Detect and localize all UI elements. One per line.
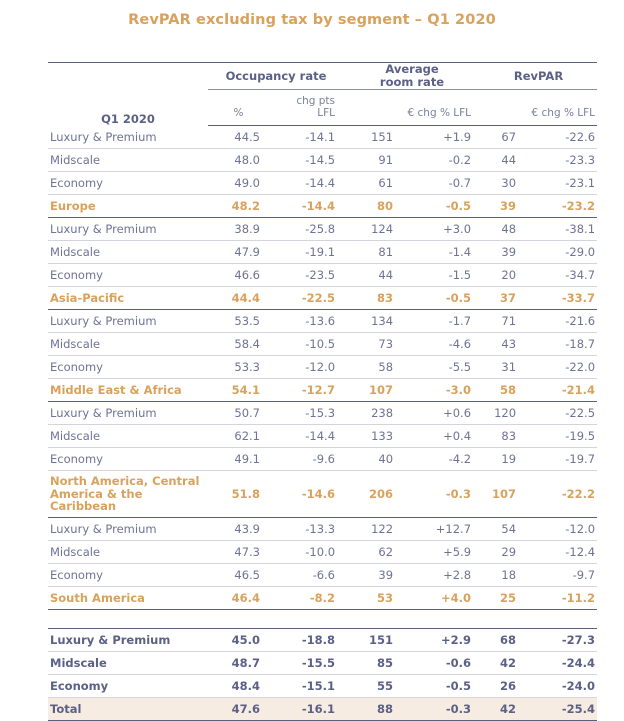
page-title: RevPAR excluding tax by segment – Q1 2020 [128, 12, 496, 28]
cell-chg-lfl-5: -12.4 [525, 540, 597, 563]
table-spacer-cell [48, 609, 597, 628]
cell---4: 26 [480, 674, 525, 697]
cell---0: 62.1 [208, 425, 269, 448]
cell---2: 44 [344, 264, 402, 287]
cell---4: 29 [480, 540, 525, 563]
cell-chg-pts-lfl-1: -6.6 [269, 563, 344, 586]
row-label: South America [48, 586, 208, 609]
avg-room-rate-line2: room rate [379, 75, 445, 89]
cell-chg-pts-lfl-1: -16.1 [269, 697, 344, 720]
cell---2: 53 [344, 586, 402, 609]
table-row [48, 356, 597, 379]
cell-chg-lfl-5: -19.7 [525, 448, 597, 471]
cell-chg-lfl-3: +0.4 [402, 425, 480, 448]
cell-chg-lfl-3: -3.0 [402, 379, 480, 402]
cell---2: 39 [344, 563, 402, 586]
table-group-header-row [48, 63, 597, 90]
cell---0: 47.6 [208, 697, 269, 720]
cell---4: 25 [480, 586, 525, 609]
cell-chg-pts-lfl-1: -14.4 [269, 172, 344, 195]
cell---0: 48.4 [208, 674, 269, 697]
cell-chg-lfl-5: -29.0 [525, 241, 597, 264]
cell---0: 38.9 [208, 218, 269, 241]
row-label: Midscale [48, 651, 208, 674]
cell---2: 151 [344, 628, 402, 651]
cell---0: 45.0 [208, 628, 269, 651]
table-row-summary [48, 628, 597, 651]
revpar-table [48, 62, 597, 721]
cell-chg-pts-lfl-1: -25.8 [269, 218, 344, 241]
cell-chg-pts-lfl-1: -9.6 [269, 448, 344, 471]
chg-pts-line1: chg pts [296, 95, 336, 107]
table-row [48, 517, 597, 540]
cell-chg-pts-lfl-1: -15.3 [269, 402, 344, 425]
avg-room-rate-line1: Average [385, 62, 439, 76]
cell-chg-lfl-5: -12.0 [525, 517, 597, 540]
cell-chg-lfl-5: -24.0 [525, 674, 597, 697]
table-row-total [48, 697, 597, 720]
cell-chg-lfl-3: -4.6 [402, 333, 480, 356]
table-row-subtotal [48, 287, 597, 310]
row-label: Economy [48, 264, 208, 287]
cell-chg-pts-lfl-1: -18.8 [269, 628, 344, 651]
row-label: Luxury & Premium [48, 126, 208, 149]
row-label: Luxury & Premium [48, 218, 208, 241]
row-label: Total [48, 697, 208, 720]
cell---2: 134 [344, 310, 402, 333]
row-label: Luxury & Premium [48, 517, 208, 540]
cell---4: 44 [480, 149, 525, 172]
row-label: Midscale [48, 241, 208, 264]
table-row [48, 172, 597, 195]
cell-chg-lfl-3: -0.6 [402, 651, 480, 674]
cell-chg-pts-lfl-1: -15.1 [269, 674, 344, 697]
cell-chg-lfl-5: -18.7 [525, 333, 597, 356]
table-row [48, 218, 597, 241]
row-label [48, 471, 208, 518]
cell-chg-lfl-5: -34.7 [525, 264, 597, 287]
cell---2: 206 [344, 471, 402, 518]
cell-chg-lfl-3: -0.5 [402, 195, 480, 218]
cell---2: 83 [344, 287, 402, 310]
cell---2: 238 [344, 402, 402, 425]
cell---4: 42 [480, 697, 525, 720]
cell---4: 71 [480, 310, 525, 333]
cell---0: 48.2 [208, 195, 269, 218]
cell---4: 58 [480, 379, 525, 402]
cell-chg-lfl-3: -1.7 [402, 310, 480, 333]
cell-chg-pts-lfl-1: -10.0 [269, 540, 344, 563]
cell-chg-pts-lfl-1: -19.1 [269, 241, 344, 264]
cell---2: 58 [344, 356, 402, 379]
cell---4: 30 [480, 172, 525, 195]
row-label: Midscale [48, 149, 208, 172]
cell-chg-lfl-5: -11.2 [525, 586, 597, 609]
cell-chg-lfl-5: -33.7 [525, 287, 597, 310]
cell---0: 49.0 [208, 172, 269, 195]
cell-chg-lfl-3: -0.2 [402, 149, 480, 172]
cell---2: 62 [344, 540, 402, 563]
cell-chg-lfl-3: -4.2 [402, 448, 480, 471]
cell-chg-lfl-3: +0.6 [402, 402, 480, 425]
cell-chg-lfl-3: +2.9 [402, 628, 480, 651]
cell---0: 53.3 [208, 356, 269, 379]
table-row [48, 425, 597, 448]
cell---4: 48 [480, 218, 525, 241]
cell-chg-lfl-5: -38.1 [525, 218, 597, 241]
cell-chg-pts-lfl-1: -12.7 [269, 379, 344, 402]
cell---0: 44.5 [208, 126, 269, 149]
table-row [48, 264, 597, 287]
row-label: Midscale [48, 333, 208, 356]
cell---2: 61 [344, 172, 402, 195]
cell-chg-lfl-5: -21.6 [525, 310, 597, 333]
cell-chg-lfl-3: +2.8 [402, 563, 480, 586]
cell-chg-lfl-3: -0.5 [402, 287, 480, 310]
cell---0: 53.5 [208, 310, 269, 333]
cell---2: 85 [344, 651, 402, 674]
row-label: Economy [48, 448, 208, 471]
cell-chg-lfl-5: -22.6 [525, 126, 597, 149]
row-label: Economy [48, 356, 208, 379]
cell-chg-lfl-5: -23.2 [525, 195, 597, 218]
cell---4: 43 [480, 333, 525, 356]
row-label: Economy [48, 563, 208, 586]
sub-header-occupancy-chg-pts-lfl [269, 90, 344, 126]
cell---2: 124 [344, 218, 402, 241]
row-label: Asia-Pacific [48, 287, 208, 310]
table-row-subtotal [48, 195, 597, 218]
cell-chg-lfl-3: -0.3 [402, 697, 480, 720]
cell-chg-lfl-5: -9.7 [525, 563, 597, 586]
cell---0: 49.1 [208, 448, 269, 471]
cell---4: 67 [480, 126, 525, 149]
cell---4: 42 [480, 651, 525, 674]
table-row-subtotal [48, 379, 597, 402]
column-group-header-revpar: RevPAR [480, 63, 597, 90]
row-label: Middle East & Africa [48, 379, 208, 402]
cell---2: 73 [344, 333, 402, 356]
cell-chg-pts-lfl-1: -8.2 [269, 586, 344, 609]
cell-chg-lfl-3: -0.7 [402, 172, 480, 195]
cell-chg-pts-lfl-1: -14.6 [269, 471, 344, 518]
cell---2: 107 [344, 379, 402, 402]
cell-chg-pts-lfl-1: -15.5 [269, 651, 344, 674]
cell---2: 40 [344, 448, 402, 471]
cell-chg-pts-lfl-1: -10.5 [269, 333, 344, 356]
sub-header-avg-room-rate-units: € chg % LFL [344, 90, 480, 126]
cell---2: 88 [344, 697, 402, 720]
cell-chg-lfl-5: -25.4 [525, 697, 597, 720]
cell-chg-lfl-5: -27.3 [525, 628, 597, 651]
table-row [48, 333, 597, 356]
cell---2: 91 [344, 149, 402, 172]
table-row-subtotal [48, 586, 597, 609]
cell-chg-lfl-5: -22.0 [525, 356, 597, 379]
cell-chg-pts-lfl-1: -13.6 [269, 310, 344, 333]
table-row [48, 448, 597, 471]
table-row [48, 241, 597, 264]
cell---0: 50.7 [208, 402, 269, 425]
cell---0: 51.8 [208, 471, 269, 518]
cell-chg-lfl-3: -5.5 [402, 356, 480, 379]
cell-chg-pts-lfl-1: -13.3 [269, 517, 344, 540]
cell-chg-pts-lfl-1: -14.5 [269, 149, 344, 172]
cell-chg-lfl-5: -23.1 [525, 172, 597, 195]
cell-chg-lfl-5: -19.5 [525, 425, 597, 448]
cell-chg-lfl-3: -1.5 [402, 264, 480, 287]
cell---0: 48.7 [208, 651, 269, 674]
cell---0: 44.4 [208, 287, 269, 310]
cell---2: 133 [344, 425, 402, 448]
cell-chg-lfl-5: -22.5 [525, 402, 597, 425]
cell-chg-pts-lfl-1: -14.4 [269, 195, 344, 218]
table-row [48, 310, 597, 333]
cell---0: 58.4 [208, 333, 269, 356]
cell-chg-lfl-5: -22.2 [525, 471, 597, 518]
table-head [48, 63, 597, 126]
row-label-line1: North America, Central [50, 474, 200, 488]
cell---0: 47.3 [208, 540, 269, 563]
cell---4: 107 [480, 471, 525, 518]
cell-chg-lfl-5: -23.3 [525, 149, 597, 172]
cell-chg-lfl-3: +1.9 [402, 126, 480, 149]
table-body [48, 126, 597, 721]
cell---4: 19 [480, 448, 525, 471]
cell-chg-lfl-3: -0.3 [402, 471, 480, 518]
cell-chg-lfl-3: +4.0 [402, 586, 480, 609]
cell---4: 68 [480, 628, 525, 651]
cell-chg-lfl-3: +12.7 [402, 517, 480, 540]
cell---2: 55 [344, 674, 402, 697]
row-label: Luxury & Premium [48, 310, 208, 333]
cell---4: 39 [480, 195, 525, 218]
cell-chg-lfl-3: +5.9 [402, 540, 480, 563]
cell---0: 46.5 [208, 563, 269, 586]
cell---2: 151 [344, 126, 402, 149]
cell-chg-pts-lfl-1: -14.1 [269, 126, 344, 149]
row-label: Europe [48, 195, 208, 218]
table-row-summary [48, 674, 597, 697]
row-label: Midscale [48, 540, 208, 563]
cell---0: 47.9 [208, 241, 269, 264]
cell---0: 54.1 [208, 379, 269, 402]
cell---4: 31 [480, 356, 525, 379]
table-row [48, 402, 597, 425]
table-spacer-row [48, 609, 597, 628]
cell---0: 46.4 [208, 586, 269, 609]
cell---4: 18 [480, 563, 525, 586]
table-container [48, 62, 596, 721]
cell---4: 37 [480, 287, 525, 310]
row-label-line2: America & the Caribbean [50, 486, 143, 513]
cell---2: 80 [344, 195, 402, 218]
row-label: Midscale [48, 425, 208, 448]
cell---0: 46.6 [208, 264, 269, 287]
cell---4: 20 [480, 264, 525, 287]
cell-chg-lfl-5: -21.4 [525, 379, 597, 402]
table-row [48, 149, 597, 172]
cell---0: 48.0 [208, 149, 269, 172]
cell-chg-lfl-3: -1.4 [402, 241, 480, 264]
column-group-header-average-room-rate [344, 63, 480, 90]
cell---2: 122 [344, 517, 402, 540]
table-row-subtotal [48, 471, 597, 518]
sub-header-occupancy-pct: % [208, 90, 269, 126]
table-row [48, 563, 597, 586]
row-label: Luxury & Premium [48, 628, 208, 651]
table-row [48, 126, 597, 149]
cell---4: 83 [480, 425, 525, 448]
column-header-period: Q1 2020 [48, 63, 208, 126]
cell---2: 81 [344, 241, 402, 264]
row-label: Economy [48, 172, 208, 195]
sub-header-revpar-units: € chg % LFL [480, 90, 597, 126]
row-label: Luxury & Premium [48, 402, 208, 425]
cell-chg-lfl-3: -0.5 [402, 674, 480, 697]
cell-chg-pts-lfl-1: -12.0 [269, 356, 344, 379]
cell-chg-pts-lfl-1: -22.5 [269, 287, 344, 310]
table-row [48, 540, 597, 563]
cell-chg-lfl-3: +3.0 [402, 218, 480, 241]
cell---4: 39 [480, 241, 525, 264]
column-group-header-occupancy: Occupancy rate [208, 63, 344, 90]
cell---4: 120 [480, 402, 525, 425]
chg-pts-line2: LFL [317, 107, 336, 119]
cell---4: 54 [480, 517, 525, 540]
cell-chg-pts-lfl-1: -23.5 [269, 264, 344, 287]
cell---0: 43.9 [208, 517, 269, 540]
row-label: Economy [48, 674, 208, 697]
cell-chg-pts-lfl-1: -14.4 [269, 425, 344, 448]
cell-chg-lfl-5: -24.4 [525, 651, 597, 674]
